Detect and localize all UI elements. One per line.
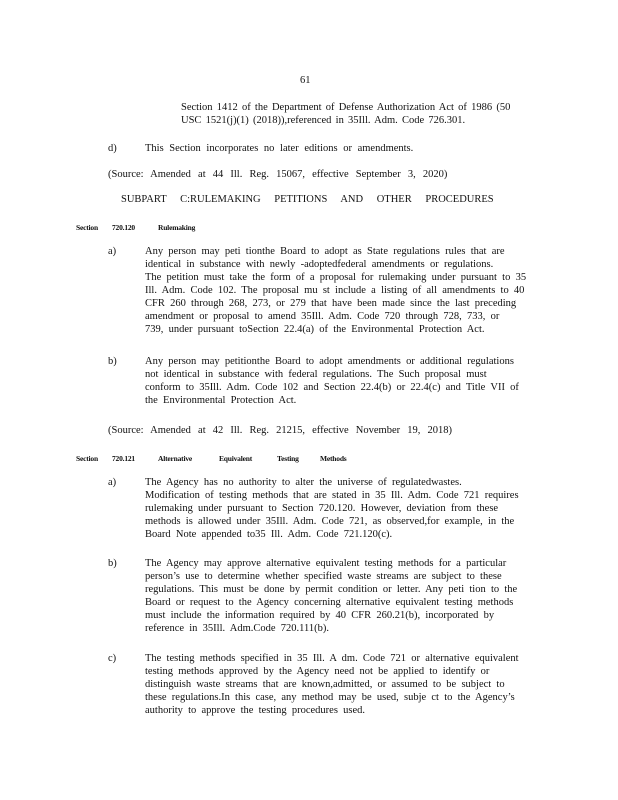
text-line: person’s use to determine whether specified waste streams are subject to these — [145, 571, 502, 582]
section-number: 720.121 — [112, 454, 135, 463]
text-line: 739, under pursuant toSection 22.4(a) of the Environmental Protection Act. — [145, 324, 485, 335]
text-line: Board or request to the Agency concerning alternative equivalent testing methods — [145, 597, 514, 608]
intro-line: USC 1521(j)(1) (2018)),referenced in 35Ill. Adm. Code 726.301. — [181, 115, 466, 126]
text-line: methods is allowed under 35Ill. Adm. Code 721, as observed,for example, in the — [145, 516, 515, 527]
item-d-text: This Section incorporates no later editions or amendments. — [145, 143, 414, 154]
section-title-word: Alternative — [158, 454, 193, 463]
text-line: The Agency may approve alternative equivalent testing methods for a particular — [145, 558, 507, 569]
text-line: conform to 35Ill. Adm. Code 102 and Section 22.4(b) or 22.4(c) and Title VII of — [145, 382, 519, 393]
subsection-label-b: b) — [108, 558, 117, 569]
source-note: (Source: Amended at 42 Ill. Reg. 21215, effective November 19, 2018) — [108, 425, 452, 436]
text-line: The Agency has no authority to alter the universe of regulatedwastes. — [145, 477, 462, 488]
text-line: amendment or proposal to amend 35Ill. Adm. Code 720 through 728, 733, or — [145, 311, 500, 322]
text-line: Any person may peti tionthe Board to adopt as State regulations rules that are — [145, 246, 505, 257]
text-line: rulemaking under pursuant to Section 720.120. However, deviation from these — [145, 503, 499, 514]
subsection-label-c: c) — [108, 653, 117, 664]
subsection-label-a: a) — [108, 246, 117, 257]
subsection-a-text — [145, 245, 526, 336]
text-line: CFR 260 through 268, 273, or 279 that have been made since the last preceding — [145, 298, 517, 309]
text-line: Ill. Adm. Code 102. The proposal mu st include a listing of all amendments to 40 — [145, 285, 525, 296]
section-title-word: Equivalent — [219, 454, 253, 463]
subsection-label-a: a) — [108, 477, 117, 488]
section-title-word: Methods — [320, 454, 347, 463]
text-line: regulations. This must be done by permit condition or letter. Any peti tion to the — [145, 584, 518, 595]
text-line: authority to approve the testing procedures used. — [145, 705, 366, 716]
subsection-b-text — [145, 355, 519, 407]
subsection-b-text — [145, 557, 517, 635]
section-number: 720.120 — [112, 223, 135, 232]
item-d-label: d) — [108, 143, 117, 154]
text-line: these regulations.In this case, any method may be used, subje ct to the Agency’s — [145, 692, 515, 703]
text-line: must include the information required by 40 CFR 260.21(b), incorporated by — [145, 610, 495, 621]
text-line: Board Note appended to35 Ill. Adm. Code 721.120(c). — [145, 529, 393, 540]
text-line: the Environmental Protection Act. — [145, 395, 297, 406]
subsection-c-text — [145, 652, 519, 717]
text-line: reference in 35Ill. Adm.Code 720.111(b). — [145, 623, 329, 634]
section-title-word: Testing — [277, 454, 299, 463]
text-line: testing methods approved by the Agency need not be applied to identify or — [145, 666, 490, 677]
section-title: Rulemaking — [158, 223, 196, 232]
subsection-a-text — [145, 476, 519, 541]
text-line: Any person may petitionthe Board to adopt amendments or additional regulations — [145, 356, 514, 367]
intro-line: Section 1412 of the Department of Defense Authorization Act of 1986 (50 — [181, 102, 511, 113]
text-line: distinguish waste streams that are known,admitted, or assumed to be subject to — [145, 679, 505, 690]
section-heading-label: Section — [76, 454, 98, 463]
text-line: not identical in substance with federal regulations. The Such proposal must — [145, 369, 487, 380]
text-line: identical in substance with newly -adoptedfederal amendments or regulations. — [145, 259, 494, 270]
text-line: The testing methods specified in 35 Ill. A dm. Code 721 or alternative equivalent — [145, 653, 519, 664]
subpart-title: SUBPART C:RULEMAKING PETITIONS AND OTHER PROCEDURES — [121, 194, 494, 205]
intro-paragraph — [181, 101, 510, 127]
text-line: The petition must take the form of a proposal for rulemaking under pursuant to 35 — [145, 272, 527, 283]
page-number: 61 — [300, 75, 311, 86]
text-line: Modification of testing methods that are stated in 35 Ill. Adm. Code 721 requires — [145, 490, 519, 501]
source-note: (Source: Amended at 44 Ill. Reg. 15067, effective September 3, 2020) — [108, 169, 448, 180]
subsection-label-b: b) — [108, 356, 117, 367]
section-heading-label: Section — [76, 223, 98, 232]
